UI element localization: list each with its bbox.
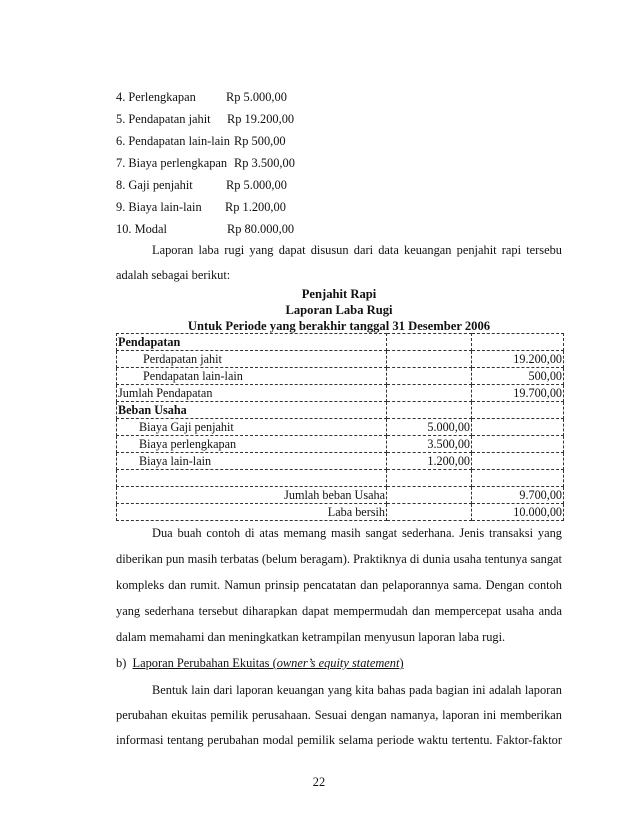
item-label: 4. Perlengkapan	[116, 90, 196, 104]
paragraph-line: Dua buah contoh di atas memang masih sangat sederhana. Jenis transaksi yang	[152, 526, 562, 540]
paragraph-line: informasi tentang perubahan modal pemilik selama periode waktu tertentu. Faktor-faktor	[116, 733, 562, 747]
item-amount: Rp 5.000,00	[226, 178, 287, 192]
intro-line-1: Laporan laba rugi yang dapat disusun dari data keuangan penjahit rapi tersebu	[152, 243, 562, 257]
table-row	[117, 334, 564, 351]
income-heading: Pendapatan	[117, 334, 387, 351]
section-title-italic: owner’s equity statement	[276, 656, 400, 670]
body-paragraph-2	[116, 520, 562, 650]
paragraph-line: dalam memahami dan meningkatkan ketrampilan menyusun laporan laba rugi.	[116, 630, 506, 644]
total-income-value: 19.700,00	[472, 385, 564, 402]
item-amount: Rp 5.000,00	[226, 90, 287, 104]
table-row	[117, 385, 564, 402]
paragraph-line: kompleks dan rumit. Namun prinsip pencatatan dan pelaporannya sama. Dengan contoh	[116, 578, 562, 592]
list-item	[116, 196, 416, 218]
table-row	[117, 436, 564, 453]
expense-item-label: Biaya perlengkapan	[117, 436, 387, 453]
item-amount: Rp 1.200,00	[225, 200, 286, 214]
table-row	[117, 351, 564, 368]
paragraph-line: diberikan pun masih terbatas (belum beragam). Praktiknya di dunia usaha tentunya sangat	[116, 552, 562, 566]
table-row	[117, 402, 564, 419]
table-row	[117, 368, 564, 385]
list-item	[116, 152, 416, 174]
section-title: Laporan Perubahan Ekuitas (	[132, 656, 277, 670]
income-item-label: Pendapatan lain-lain	[117, 368, 387, 385]
expense-heading: Beban Usaha	[117, 402, 387, 419]
expense-item-value: 3.500,00	[387, 436, 472, 453]
income-item-label: Perdapatan jahit	[117, 351, 387, 368]
section-title-end: )	[399, 656, 404, 670]
list-item	[116, 218, 416, 240]
report-title: Laporan Laba Rugi	[285, 303, 393, 317]
list-item	[116, 130, 416, 152]
table-row	[117, 453, 564, 470]
page-number: 22	[312, 775, 326, 789]
list-item	[116, 86, 416, 108]
item-label: 9. Biaya lain-lain	[116, 200, 202, 214]
item-label: 7. Biaya perlengkapan	[116, 156, 228, 170]
body-paragraph-3	[116, 678, 562, 753]
item-label: 8. Gaji penjahit	[116, 178, 193, 192]
table-row	[117, 470, 564, 487]
report-company: Penjahit Rapi	[301, 287, 377, 301]
intro-paragraph	[116, 238, 562, 288]
table-row	[117, 419, 564, 436]
expense-item-label: Biaya Gaji penjahit	[117, 419, 387, 436]
item-label: 6. Pendapatan lain-lain	[116, 134, 230, 148]
list-item	[116, 174, 416, 196]
total-expense-value: 9.700,00	[472, 487, 564, 504]
intro-line-2: adalah sebagai berikut:	[116, 268, 231, 282]
item-amount: Rp 3.500,00	[234, 156, 295, 170]
total-income-label: Jumlah Pendapatan	[117, 385, 387, 402]
item-label: 10. Modal	[116, 222, 167, 236]
total-expense-label: Jumlah beban Usaha	[117, 487, 387, 504]
paragraph-line: perubahan ekuitas pemilik perusahaan. Sesuai dengan namanya, laporan ini memberikan	[116, 708, 562, 722]
section-heading	[116, 654, 562, 672]
table-row	[117, 504, 564, 521]
income-item-value: 19.200,00	[472, 351, 564, 368]
income-item-value: 500,00	[472, 368, 564, 385]
expense-item-value: 1.200,00	[387, 453, 472, 470]
net-income-value: 10.000,00	[472, 504, 564, 521]
table-row	[117, 487, 564, 504]
paragraph-line: Bentuk lain dari laporan keuangan yang kita bahas pada bagian ini adalah laporan	[152, 683, 562, 697]
list-item	[116, 108, 416, 130]
expense-item-label: Biaya lain-lain	[117, 453, 387, 470]
report-period: Untuk Periode yang berakhir tanggal 31 Desember 2006	[187, 319, 491, 333]
expense-item-value: 5.000,00	[387, 419, 472, 436]
item-amount: Rp 19.200,00	[227, 112, 295, 126]
data-list	[116, 86, 416, 240]
item-amount: Rp 80.000,00	[227, 222, 295, 236]
item-label: 5. Pendapatan jahit	[116, 112, 211, 126]
paragraph-line: yang sederhana tersebut diharapkan dapat mempermudah dan mempercepat usaha anda	[116, 604, 562, 618]
section-prefix: b)	[116, 656, 127, 670]
item-amount: Rp 500,00	[234, 134, 286, 148]
income-statement-table	[116, 333, 564, 521]
net-income-label: Laba bersih	[117, 504, 387, 521]
